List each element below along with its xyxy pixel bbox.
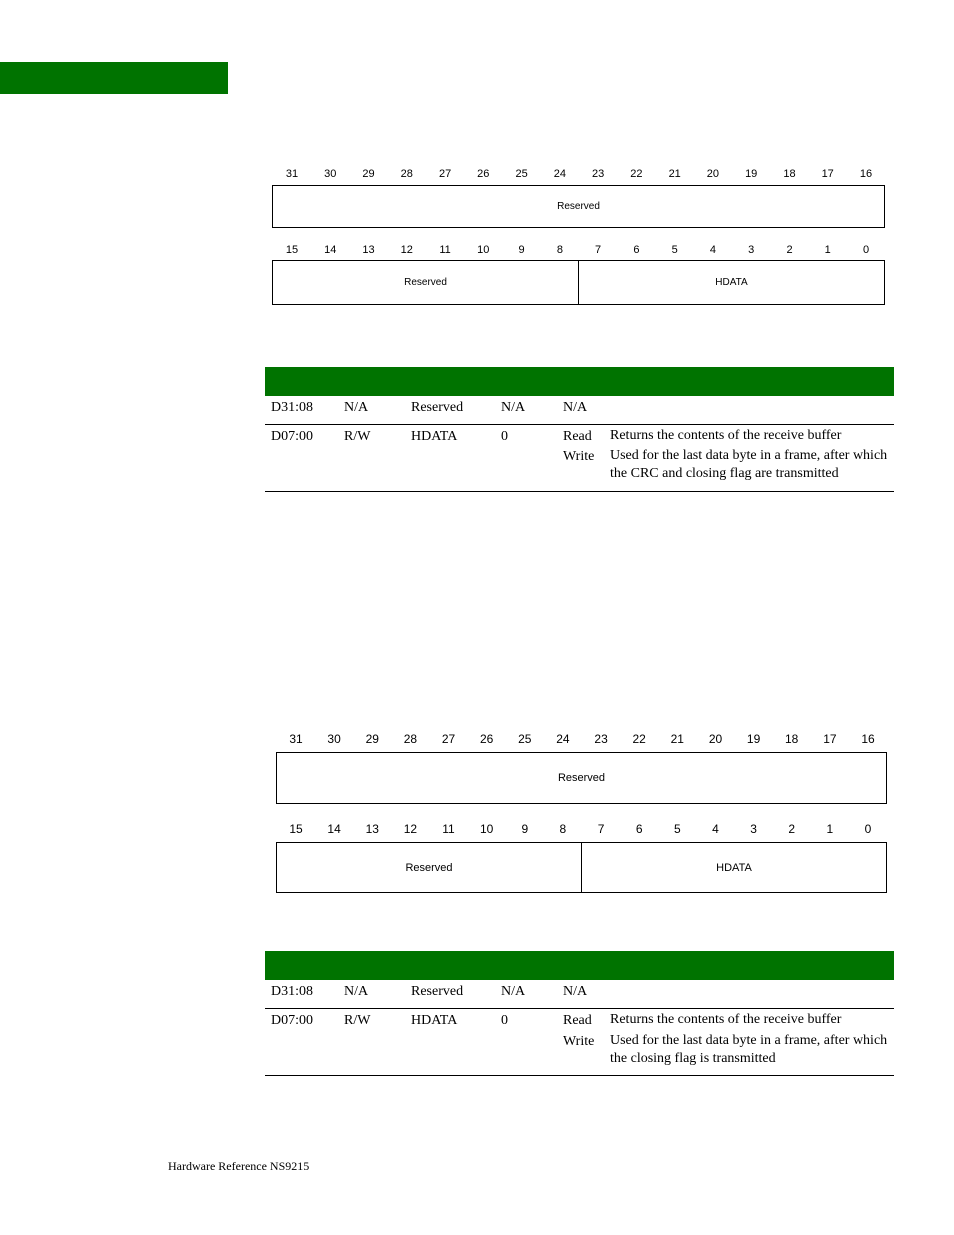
bit-number: 30 bbox=[324, 168, 337, 180]
bit-number: 24 bbox=[556, 732, 570, 746]
mnemonic-cell: HDATA bbox=[411, 429, 458, 444]
bit-number: 0 bbox=[862, 244, 870, 256]
bit-number: 10 bbox=[480, 822, 494, 836]
bit-number: 14 bbox=[324, 244, 337, 256]
bit-number: 22 bbox=[632, 732, 646, 746]
register-upper-field-2 bbox=[276, 752, 887, 804]
bit-number: 12 bbox=[403, 822, 418, 836]
bit-number: 7 bbox=[595, 244, 602, 256]
bits-cell: D07:00 bbox=[271, 429, 313, 444]
table-row bbox=[265, 425, 894, 492]
bit-number: 5 bbox=[673, 822, 681, 836]
bit-number: 21 bbox=[668, 168, 681, 180]
access-cell: R/W bbox=[344, 429, 371, 444]
bit-number: 2 bbox=[788, 822, 796, 836]
bit-number: 18 bbox=[783, 168, 796, 180]
bit-number: 24 bbox=[553, 168, 567, 180]
bit-number: 23 bbox=[594, 732, 608, 746]
bit-number: 3 bbox=[748, 244, 755, 256]
bit-number: 17 bbox=[821, 168, 834, 180]
table-row bbox=[265, 1009, 894, 1076]
table-header-bar bbox=[265, 367, 894, 396]
bit-number: 15 bbox=[285, 244, 299, 256]
bit-number: 3 bbox=[750, 822, 757, 836]
bit-number: 12 bbox=[400, 244, 413, 256]
bit-number: 2 bbox=[786, 244, 793, 256]
bit-number: 16 bbox=[859, 168, 873, 180]
register-lower-fields-1 bbox=[272, 260, 885, 305]
operation-write: Write bbox=[563, 1034, 595, 1049]
bit-numbers-upper-2 bbox=[289, 732, 875, 746]
field-description-table-2 bbox=[265, 951, 894, 1076]
bit-number: 15 bbox=[289, 822, 303, 836]
bit-number: 26 bbox=[477, 168, 490, 180]
field-description-table-1 bbox=[265, 367, 894, 492]
table-row bbox=[265, 396, 894, 425]
operation-write: Write bbox=[563, 449, 595, 464]
bit-number: 31 bbox=[285, 168, 299, 180]
bit-number: 5 bbox=[671, 244, 678, 256]
bit-number: 14 bbox=[327, 822, 341, 836]
description-write: Used for the last data byte in a frame, after which the closing flag is transmitted bbox=[610, 1033, 888, 1066]
bits-cell: D31:08 bbox=[271, 400, 313, 415]
bit-number: 7 bbox=[597, 822, 605, 836]
bit-number: 6 bbox=[635, 822, 643, 836]
bit-number: 9 bbox=[521, 822, 529, 836]
bit-number: 19 bbox=[745, 168, 758, 180]
table-header-bar bbox=[265, 951, 894, 980]
bit-number: 25 bbox=[518, 732, 532, 746]
bit-number: 28 bbox=[400, 168, 413, 180]
field-reserved: Reserved bbox=[404, 277, 447, 288]
bit-number: 20 bbox=[706, 168, 720, 180]
mnemonic-cell: Reserved bbox=[411, 984, 464, 999]
mnemonic-cell: HDATA bbox=[411, 1013, 458, 1028]
field-reserved: Reserved bbox=[405, 861, 453, 874]
bits-cell: D31:08 bbox=[271, 984, 313, 999]
access-cell: R/W bbox=[344, 1013, 371, 1028]
bit-number: 17 bbox=[823, 732, 837, 746]
register-lower-fields-2 bbox=[276, 842, 887, 893]
chapter-tab-bar bbox=[0, 62, 228, 94]
bit-number: 26 bbox=[480, 732, 494, 746]
bit-number: 13 bbox=[365, 822, 379, 836]
bit-number: 19 bbox=[746, 732, 761, 746]
table-row bbox=[265, 980, 894, 1009]
bit-number: 11 bbox=[442, 822, 455, 836]
access-cell: N/A bbox=[344, 400, 369, 415]
bit-number: 25 bbox=[515, 168, 528, 180]
bit-number: 8 bbox=[559, 822, 567, 836]
bit-number: 20 bbox=[708, 732, 723, 746]
bit-number: 1 bbox=[826, 822, 834, 836]
mnemonic-cell: Reserved bbox=[411, 400, 464, 415]
reset-cell: N/A bbox=[501, 984, 526, 999]
bit-number: 6 bbox=[633, 244, 640, 256]
bit-number: 27 bbox=[438, 168, 452, 180]
bit-number: 27 bbox=[441, 732, 456, 746]
bit-number: 9 bbox=[518, 244, 525, 256]
bit-number: 16 bbox=[861, 732, 875, 746]
bit-number: 1 bbox=[824, 244, 831, 256]
reset-cell: 0 bbox=[501, 1013, 508, 1028]
operation-cell: N/A bbox=[563, 400, 588, 415]
bit-number: 22 bbox=[630, 168, 643, 180]
bit-number: 10 bbox=[477, 244, 490, 256]
field-hdata: HDATA bbox=[581, 843, 886, 892]
bit-number: 13 bbox=[362, 244, 375, 256]
field-reserved: Reserved bbox=[557, 772, 606, 784]
bit-number: 30 bbox=[327, 732, 341, 746]
bit-number: 8 bbox=[556, 244, 563, 256]
description-read: Returns the contents of the receive buffer bbox=[610, 428, 842, 443]
reset-cell: N/A bbox=[501, 400, 526, 415]
operation-cell: N/A bbox=[563, 984, 588, 999]
operation-read: Read bbox=[563, 1013, 592, 1028]
bit-number: 4 bbox=[712, 822, 719, 836]
bit-number: 23 bbox=[591, 168, 605, 180]
bit-number: 11 bbox=[439, 244, 451, 256]
bit-numbers-lower-2 bbox=[289, 822, 872, 836]
page-footer: Hardware Reference NS9215 bbox=[168, 1159, 310, 1173]
bit-number: 29 bbox=[362, 168, 375, 180]
description-read: Returns the contents of the receive buffer bbox=[610, 1012, 842, 1027]
bit-number: 4 bbox=[709, 244, 716, 256]
bit-number: 18 bbox=[785, 732, 799, 746]
bit-number: 0 bbox=[864, 822, 872, 836]
bit-numbers-lower-1 bbox=[285, 244, 870, 258]
bits-cell: D07:00 bbox=[271, 1013, 313, 1028]
reset-cell: 0 bbox=[501, 429, 508, 444]
operation-read: Read bbox=[563, 429, 592, 444]
bit-number: 28 bbox=[403, 732, 418, 746]
field-hdata: HDATA bbox=[578, 261, 884, 304]
description-write: Used for the last data byte in a frame, after which the CRC and closing flag are transmitted bbox=[610, 448, 888, 481]
bit-number: 29 bbox=[365, 732, 379, 746]
access-cell: N/A bbox=[344, 984, 369, 999]
register-upper-field-1 bbox=[272, 185, 885, 228]
bit-numbers-upper-1 bbox=[285, 168, 873, 182]
field-reserved: Reserved bbox=[557, 201, 600, 212]
bit-number: 21 bbox=[670, 732, 684, 746]
bit-number: 31 bbox=[289, 732, 303, 746]
